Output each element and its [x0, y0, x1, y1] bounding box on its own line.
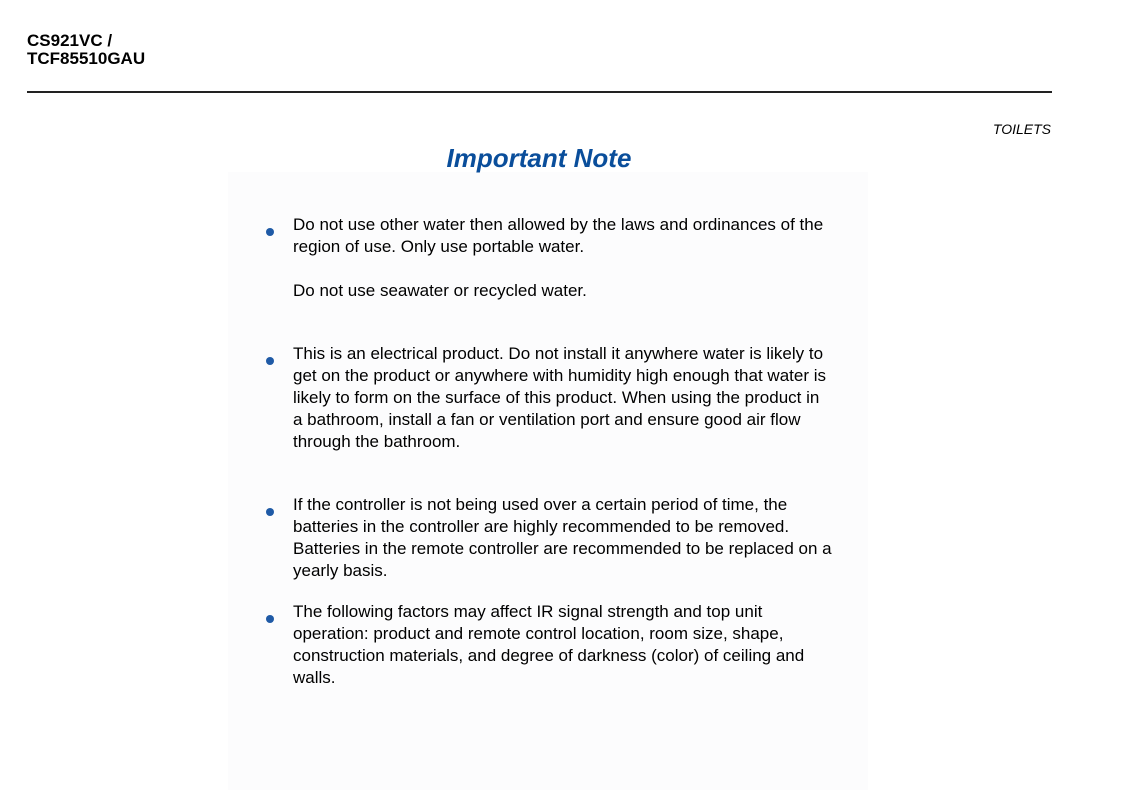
header-divider — [27, 91, 1052, 93]
note-paragraph: Do not use seawater or recycled water. — [293, 281, 587, 300]
note-text — [293, 343, 833, 453]
model-number-line-1: CS921VC / — [27, 31, 113, 50]
note-text — [293, 494, 833, 582]
model-number — [27, 32, 145, 68]
bullet-icon — [266, 228, 274, 236]
bullet-icon — [266, 615, 274, 623]
bullet-icon — [266, 357, 274, 365]
note-text — [293, 601, 833, 689]
note-paragraph: If the controller is not being used over a certain period of time, the batteries in the controller are highly recommended to be removed. Batteries in the remote controller are recommended to be replaced on a yearly basis. — [293, 495, 832, 580]
note-paragraph: The following factors may affect IR signal strength and top unit operation: product and remote control location, room size, shape, construction materials, and degree of darkness (color) of ceiling and walls. — [293, 602, 805, 687]
category-label: TOILETS — [992, 121, 1051, 137]
bullet-icon — [266, 508, 274, 516]
note-paragraph: This is an electrical product. Do not install it anywhere water is likely to get on the product or anywhere with humidity high enough that water is likely to form on the surface of this product. When using the product in a bathroom, install a fan or ventilation port and ensure good air flow through the bathroom. — [293, 344, 826, 451]
page-title: Important Note — [446, 143, 632, 173]
note-paragraph: Do not use other water then allowed by the laws and ordinances of the region of use. Only use portable water. — [293, 215, 824, 256]
note-text — [293, 214, 833, 302]
model-number-line-2: TCF85510GAU — [27, 49, 146, 68]
